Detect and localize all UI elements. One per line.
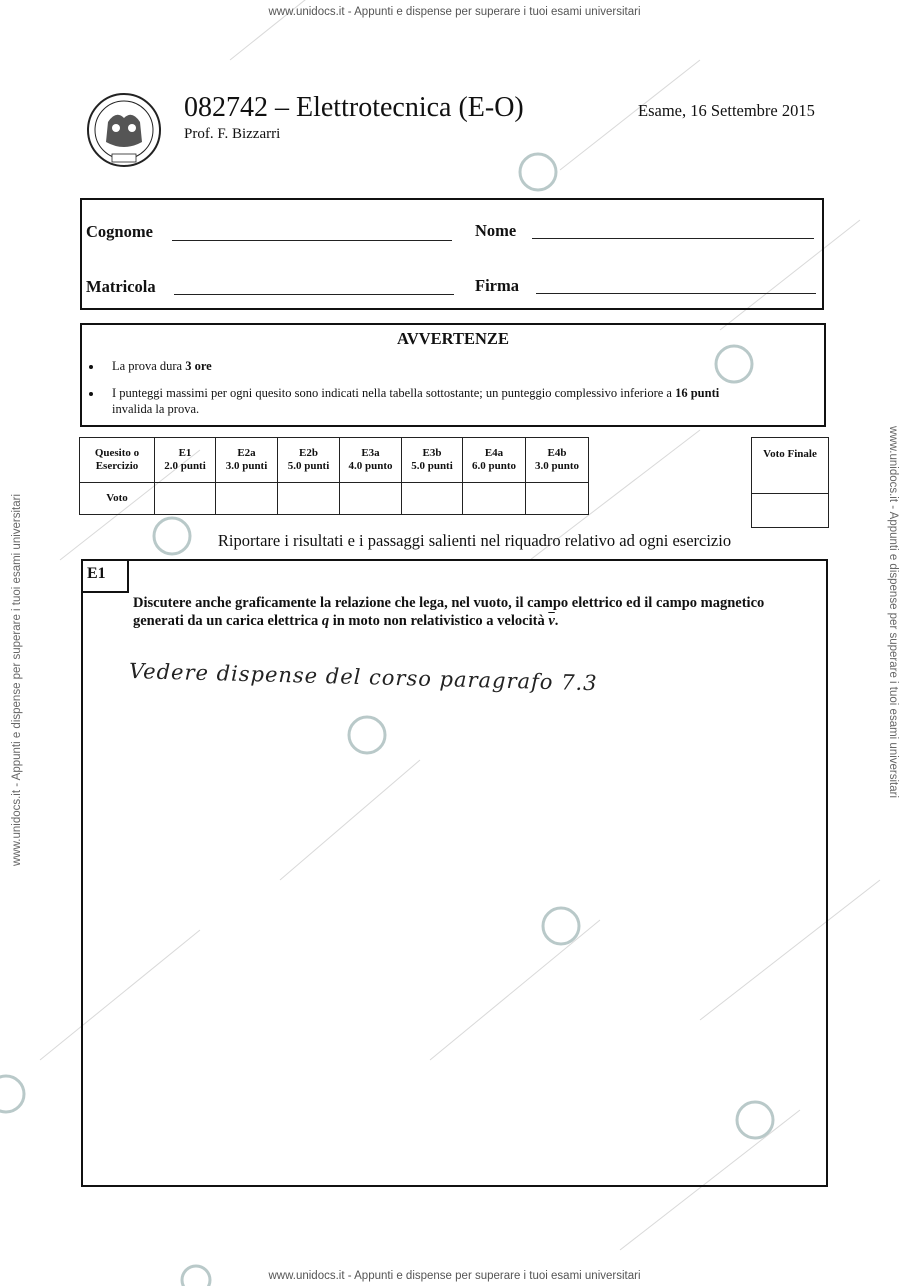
- bullet-icon: [89, 392, 93, 396]
- score-cell-e4a[interactable]: [463, 483, 526, 515]
- name-field[interactable]: [532, 238, 814, 239]
- signature-label: Firma: [475, 276, 519, 295]
- score-col-e1: E1 2.0 punti: [155, 438, 216, 483]
- question-line-2: generati da un carica elettrica q in moto non relativistico a velocità $\overline{v}$.: [133, 613, 559, 629]
- watermark-left: www.unidocs.it - Appunti e dispense per superare i tuoi esami universitari: [11, 493, 23, 866]
- instruction-text: Riportare i risultati e i passaggi salienti nel riquadro relativo ad ogni esercizio: [217, 531, 732, 550]
- politecnico-seal-logo: [86, 92, 162, 168]
- name-label: Nome: [475, 221, 517, 240]
- warning-item-score: I punteggi massimi per ogni quesito sono indicati nella tabella sottostante; un punteggio complessivo inferiore a 16 punti invalida la prova.: [112, 386, 720, 416]
- final-score-label: Voto Finale: [752, 438, 829, 494]
- watermark-bottom: www.unidocs.it - Appunti e dispense per superare i tuoi esami universitari: [268, 1270, 641, 1282]
- score-row-label: Voto: [80, 483, 155, 515]
- exercise-question: [133, 594, 823, 630]
- watermark-top: www.unidocs.it - Appunti e dispense per superare i tuoi esami universitari: [268, 6, 641, 18]
- score-cell-e1[interactable]: [155, 483, 216, 515]
- surname-label: Cognome: [86, 222, 153, 241]
- exercise-tag: E1: [81, 559, 129, 593]
- score-col-e3b: E3b 5.0 punti: [402, 438, 463, 483]
- warnings-box: [80, 323, 826, 427]
- bullet-icon: [89, 365, 93, 369]
- score-cell-e3b[interactable]: [402, 483, 463, 515]
- course-title: 082742 – Elettrotecnica (E-O): [184, 92, 524, 123]
- score-header-cell: Quesito o Esercizio: [80, 438, 155, 483]
- score-cell-e3a[interactable]: [340, 483, 402, 515]
- question-line-1: Discutere anche graficamente la relazione che lega, nel vuoto, il campo elettrico ed il campo magnetico: [133, 595, 765, 611]
- id-field[interactable]: [174, 294, 454, 295]
- signature-field[interactable]: [536, 293, 816, 294]
- final-score-table: [751, 437, 829, 528]
- handwritten-answer[interactable]: Vedere dispense del corso paragrafo 7.3: [128, 659, 598, 696]
- warning-item-duration: La prova dura 3 ore: [112, 359, 212, 373]
- id-label: Matricola: [86, 277, 156, 296]
- score-col-e2b: E2b 5.0 punti: [278, 438, 340, 483]
- score-cell-e4b[interactable]: [526, 483, 589, 515]
- student-info-box: [80, 198, 824, 310]
- exam-date: Esame, 16 Settembre 2015: [638, 101, 815, 120]
- watermark-right: www.unidocs.it - Appunti e dispense per superare i tuoi esami universitari: [887, 426, 899, 799]
- score-col-e3a: E3a 4.0 punto: [340, 438, 402, 483]
- score-col-e4a: E4a 6.0 punto: [463, 438, 526, 483]
- score-table: [79, 437, 589, 515]
- exercise-box: [81, 559, 828, 1187]
- score-cell-e2b[interactable]: [278, 483, 340, 515]
- score-col-e4b: E4b 3.0 punto: [526, 438, 589, 483]
- warnings-title: AVVERTENZE: [397, 329, 509, 348]
- score-cell-e2a[interactable]: [216, 483, 278, 515]
- score-col-e2a: E2a 3.0 punti: [216, 438, 278, 483]
- surname-field[interactable]: [172, 240, 452, 241]
- final-score-cell[interactable]: [752, 494, 829, 528]
- professor-name: Prof. F. Bizzarri: [184, 126, 281, 142]
